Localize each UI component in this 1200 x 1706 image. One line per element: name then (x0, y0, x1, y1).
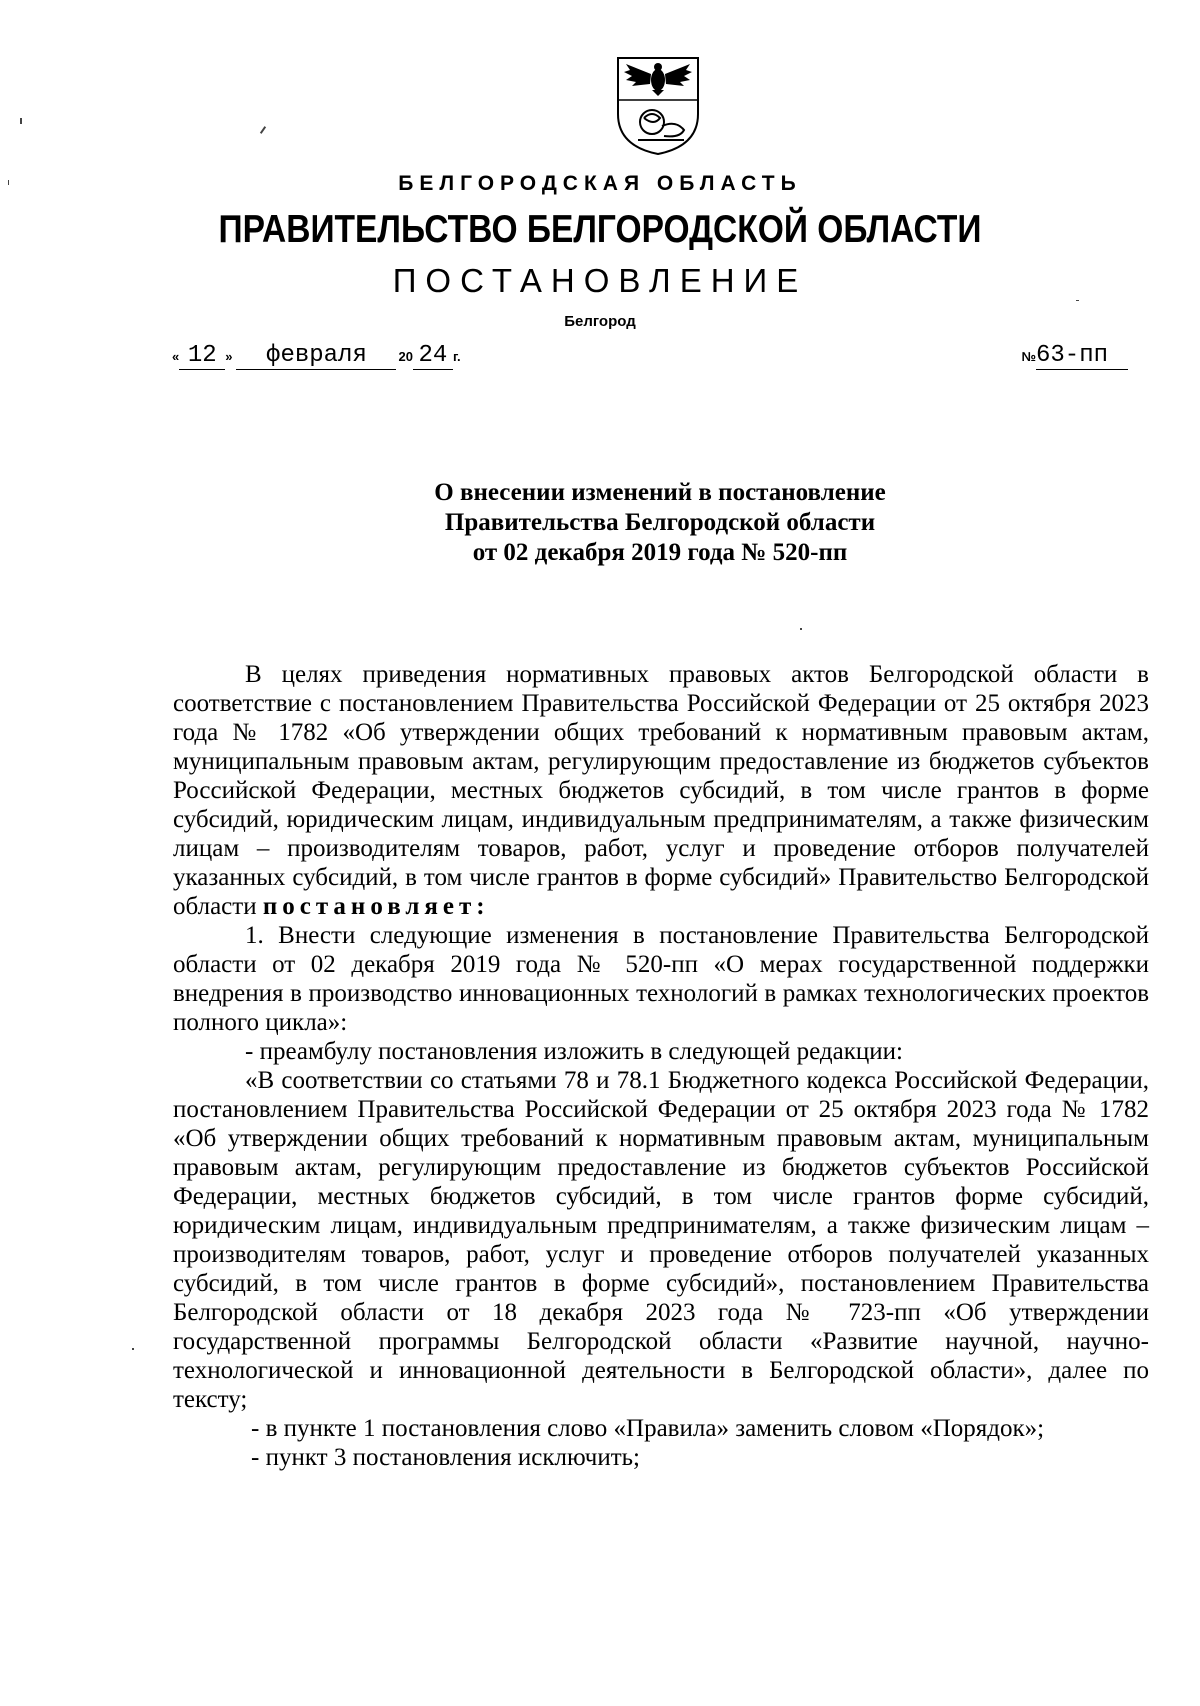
title-line-2: Правительства Белгородской области (444, 509, 876, 536)
scan-speck (1076, 300, 1079, 301)
title-line-1: О внесении изменений в постановление (434, 479, 886, 506)
paragraph-preamble-change: - преамбулу постановления изложить в следующей редакции: (245, 1038, 903, 1065)
document-body (173, 660, 1149, 1472)
date-close-quote: » (225, 349, 233, 364)
date-day: 12 (179, 343, 225, 370)
scan-speck (260, 126, 266, 134)
preamble-text: В целях приведения нормативных правовых актов Белгородской области в соответствие с постановлением Правительства Российской Федерации от 25 октября 2023 года № 1782 «Об утверждении общих требований к нормативным правовым актам, муниципальным правовым актам, регулирующим предоставление из бюджетов субъектов Российской Федерации, местных бюджетов субсидий, в том числе грантов в форме субсидий, юридическим лицам, индивидуальным предпринимателям, а также физическим лицам – производителям товаров, работ, услуг и проведение отборов получателей указанных субсидий, в том числе грантов в форме субсидий» Правительство Белгородской области (173, 661, 1149, 920)
scan-speck (132, 1348, 134, 1350)
scan-speck (20, 118, 22, 124)
city-name: Белгород (564, 313, 636, 330)
scan-speck (800, 628, 802, 630)
date-month: февраля (236, 343, 396, 370)
region-name: БЕЛГОРОДСКАЯ ОБЛАСТЬ (398, 172, 802, 195)
paragraph-item-3-remove: - пункт 3 постановления исключить; (251, 1444, 640, 1471)
date-year-suffix: 24 (413, 343, 453, 370)
date-open-quote: « (172, 349, 180, 364)
decree-date (172, 343, 461, 370)
coat-of-arms-emblem (614, 54, 702, 158)
decree-number (1022, 343, 1129, 370)
preamble-colon: : (476, 893, 485, 920)
number-prefix: № (1021, 349, 1036, 364)
document-type: ПОСТАНОВЛЕНИЕ (392, 262, 808, 299)
number-value: 63-пп (1036, 343, 1128, 370)
government-name: ПРАВИТЕЛЬСТВО БЕЛГОРОДСКОЙ ОБЛАСТИ (218, 208, 982, 251)
paragraph-rules-replace: - в пункте 1 постановления слово «Правила» заменить словом «Порядок»; (251, 1415, 1045, 1442)
date-year-unit: г. (452, 349, 461, 364)
document-title (0, 478, 1200, 568)
date-year-prefix: 20 (398, 349, 413, 364)
scan-speck (8, 180, 9, 185)
paragraph-item-1: 1. Внести следующие изменения в постановление Правительства Белгородской области от 02 декабря 2019 года № 520-пп «О мерах государственной поддержки внедрения в производство инновационных технологий в рамках технологических проектов полного цикла»: (173, 922, 1149, 1036)
resolves-word: постановляет (262, 893, 477, 920)
paragraph-preamble (173, 660, 1149, 921)
date-number-line (172, 334, 1128, 370)
paragraph-new-preamble: «В соответствии со статьями 78 и 78.1 Бюджетного кодекса Российской Федерации, постановлением Правительства Российской Федерации от 25 октября 2023 года № 1782 «Об утверждении общих требований к нормативным правовым актам, муниципальным правовым актам, регулирующим предоставление из бюджетов субъектов Российской Федерации, местных бюджетов субсидий, в том числе грантов форме субсидий, юридическим лицам, индивидуальным предпринимателям, а также физическим лицам – производителям товаров, работ, услуг и проведение отборов получателей указанных субсидий, в том числе грантов в форме субсидий», постановлением Правительства Белгородской области от 18 декабря 2023 года № 723-пп «Об утверждении государственной программы Белгородской области «Развитие научной, научно-технологической и инновационной деятельности в Белгородской области», далее по тексту; (173, 1067, 1149, 1413)
title-line-3: от 02 декабря 2019 года № 520-пп (472, 539, 848, 566)
